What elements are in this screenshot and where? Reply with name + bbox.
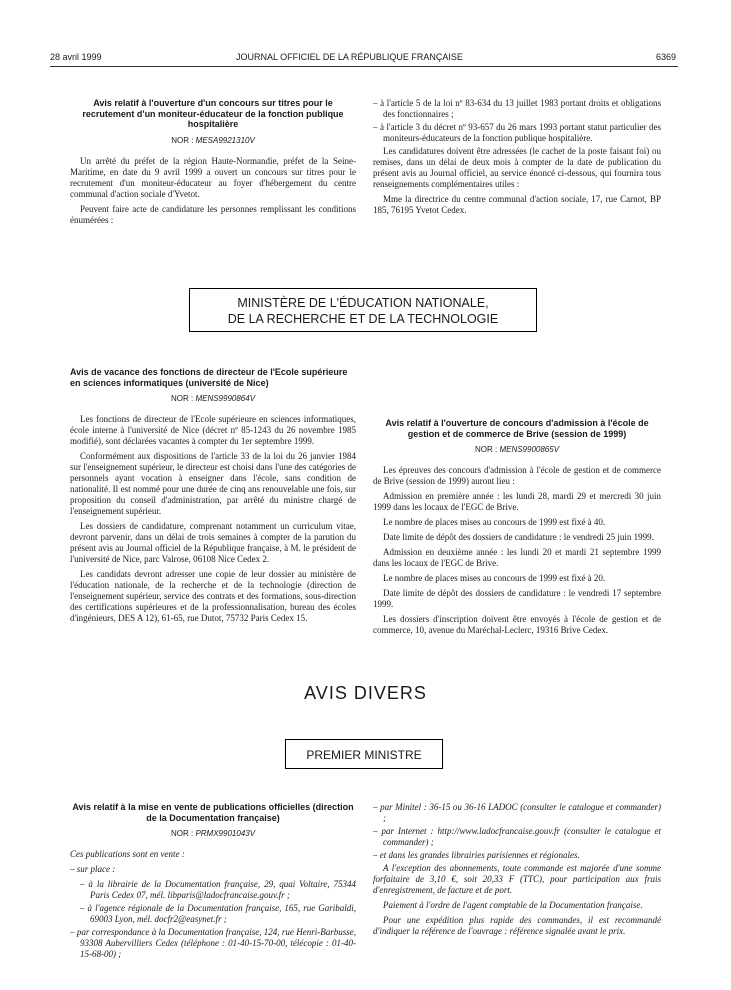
notice-concours-moniteur — [70, 98, 356, 230]
list-item: – à l'agence régionale de la Documentation française, 165, rue Garibaldi, 69003 Lyon, mél. docfr2@easynet.fr ; — [80, 903, 356, 924]
paragraph: – sur place : — [70, 864, 116, 874]
ministry-heading-box — [189, 288, 537, 332]
paragraph: Les dossiers d'inscription doivent être envoyés à l'école de gestion et de commerce, 10, avenue du Maréchal-Leclerc, 19316 Brive Cedex. — [373, 614, 661, 635]
notice-vacance-directeur — [70, 367, 356, 628]
paragraph: Les épreuves des concours d'admission à l'école de gestion et de commerce de Brive (session de 1999) auront lieu : — [373, 465, 661, 486]
list-item: – à l'article 3 du décret nº 93-657 du 26 mars 1993 portant statut particulier des moniteurs-éducateurs de la fonction publique hospitalière. — [373, 122, 661, 143]
notice-concours-moniteur-continued — [373, 98, 661, 220]
premier-ministre-label: PREMIER MINISTRE — [306, 748, 422, 762]
notice-egc-brive — [373, 418, 661, 640]
header-date: 28 avril 1999 — [50, 52, 102, 62]
nor-reference: NOR : MESA9921310V — [171, 135, 255, 145]
paragraph: Le nombre de places mises au concours de 1999 est fixé à 20. — [383, 573, 606, 583]
nor-reference: NOR : PRMX9901043V — [170, 829, 256, 838]
ministry-line-1: MINISTÈRE DE L'ÉDUCATION NATIONALE, — [237, 296, 489, 310]
list-item: – et dans les grandes librairies parisiennes et régionales. — [373, 850, 580, 860]
notice-title: Avis relatif à l'ouverture d'un concours sur titres pour le recrutement d'un moniteur-éducateur de la fonction publique hospitalière — [82, 98, 344, 129]
paragraph: Les candidats devront adresser une copie de leur dossier au ministère de l'éducation nationale, de la recherche et de la technologie (direction de l'enseignement supérieur, service des contrats et des formations, sous-direction des certifications supérieures et de la professionnalisation, bureau des écoles d'ingénieurs, DES A 12), 61-65, rue Dutot, 75732 Paris Cedex 15. — [70, 569, 356, 623]
notice-title: Avis de vacance des fonctions de directeur de l'Ecole supérieure en sciences informatiques (université de Nice) — [70, 367, 348, 388]
paragraph: Peuvent faire acte de candidature les personnes remplissant les conditions énumérées : — [70, 203, 356, 225]
notice-title: Avis relatif à l'ouverture de concours d'admission à l'école de gestion et de commerce de Brive (session de 1999) — [385, 418, 649, 439]
paragraph: Le nombre de places mises au concours de 1999 est fixé à 40. — [383, 517, 606, 527]
list-item: – par correspondance à la Documentation française, 124, rue Henri-Barbusse, 93308 Aubervilliers Cedex (téléphone : 01-40-15-70-00, télécopie : 01-40-15-68-00) ; — [70, 927, 356, 959]
paragraph: Mme la directrice du centre communal d'action sociale, 17, rue Carnot, BP 185, 76195 Yvetot Cedex. — [373, 194, 661, 215]
paragraph: Pour une expédition plus rapide des commandes, il est recommandé d'indiquer la référence de l'ouvrage : référence signalée avant le prix. — [373, 915, 661, 936]
notice-documentation-francaise — [70, 802, 356, 962]
list-item: – par Internet : http://www.ladocfrancaise.gouv.fr (consulter le catalogue et commander) ; — [373, 826, 661, 847]
list-item: – par Minitel : 36-15 ou 36-16 LADOC (consulter le catalogue et commander) ; — [373, 802, 661, 823]
header-journal-title: JOURNAL OFFICIEL DE LA RÉPUBLIQUE FRANÇAISE — [236, 52, 463, 62]
nor-reference: NOR : MENS9990864V — [170, 394, 256, 403]
paragraph: Paiement à l'ordre de l'agent comptable de la Documentation française. — [383, 900, 643, 910]
list-item: – à la librairie de la Documentation française, 29, quai Voltaire, 75344 Paris Cedex 07, mél. libparis@ladocfrancaise.gouv.fr ; — [80, 879, 356, 900]
header-rule — [50, 66, 678, 67]
paragraph: Les dossiers de candidature, comprenant notamment un curriculum vitae, devront parvenir, dans un délai de trois semaines à compter de la parution du présent avis au Journal officiel de la République française, à M. le président de l'université de Nice, parc Valrose, 06108 Nice Cedex 2. — [70, 521, 356, 564]
paragraph: Ces publications sont en vente : — [70, 849, 185, 859]
paragraph: Admission en deuxième année : les lundi 20 et mardi 21 septembre 1999 dans les locaux de l'EGC de Brive. — [373, 547, 661, 568]
section-avis-divers: AVIS DIVERS — [304, 683, 427, 703]
header-page-number: 6369 — [656, 52, 677, 62]
paragraph: Admission en première année : les lundi 28, mardi 29 et mercredi 30 juin 1999 dans les locaux de l'EGC de Brive. — [373, 491, 661, 512]
paragraph: A l'exception des abonnements, toute commande est majorée d'une somme forfaitaire de 3,10 €, soit 20,33 F (TTC), pour participation aux frais d'enregistrement, de facture et de port. — [373, 863, 661, 895]
paragraph: Un arrêté du préfet de la région Haute-Normandie, préfet de la Seine-Maritime, en date du 9 avril 1999 a ouvert un concours sur titres pour le recrutement d'un moniteur-éducateur au foyer d'hébergement du centre communal d'action sociale d'Yvetot. — [70, 155, 356, 199]
paragraph: Date limite de dépôt des dossiers de candidature : le vendredi 17 septembre 1999. — [373, 588, 661, 609]
paragraph: Date limite de dépôt des dossiers de candidature : le vendredi 25 juin 1999. — [383, 532, 654, 542]
paragraph: Les candidatures doivent être adressées (le cachet de la poste faisant foi) ou remises, dans un délai de deux mois à compter de la date de publication du présent avis au Journal officiel, au service énoncé ci-dessous, qui fournira tous renseignements complémentaires utiles : — [373, 146, 661, 189]
paragraph: Les fonctions de directeur de l'Ecole supérieure en sciences informatiques, école interne à l'université de Nice (décret nº 85-1243 du 26 novembre 1985 modifié), sont déclarées vacantes à compter du 1er septembre 1999. — [70, 414, 356, 446]
nor-reference: NOR : MENS9900865V — [474, 445, 560, 454]
ministry-line-2: DE LA RECHERCHE ET DE LA TECHNOLOGIE — [227, 312, 499, 326]
list-item: – à l'article 5 de la loi nº 83-634 du 13 juillet 1983 portant droits et obligations des fonctionnaires ; — [373, 98, 661, 119]
paragraph: Conformément aux dispositions de l'article 33 de la loi du 26 janvier 1984 sur l'enseignement supérieur, le directeur est choisi dans l'une des catégories de personnels ayant vocation à enseigner dans l'école, sans condition de nationalité. Il est nommé pour une durée de cinq ans renouvelable une fois, sur proposition du conseil d'administration, par arrêté du ministre chargé de l'enseignement supérieur. — [70, 451, 356, 516]
notice-title: Avis relatif à la mise en vente de publications officielles (direction de la Documentation française) — [72, 802, 354, 823]
premier-ministre-box — [285, 739, 443, 769]
notice-documentation-francaise-continued — [373, 802, 661, 941]
